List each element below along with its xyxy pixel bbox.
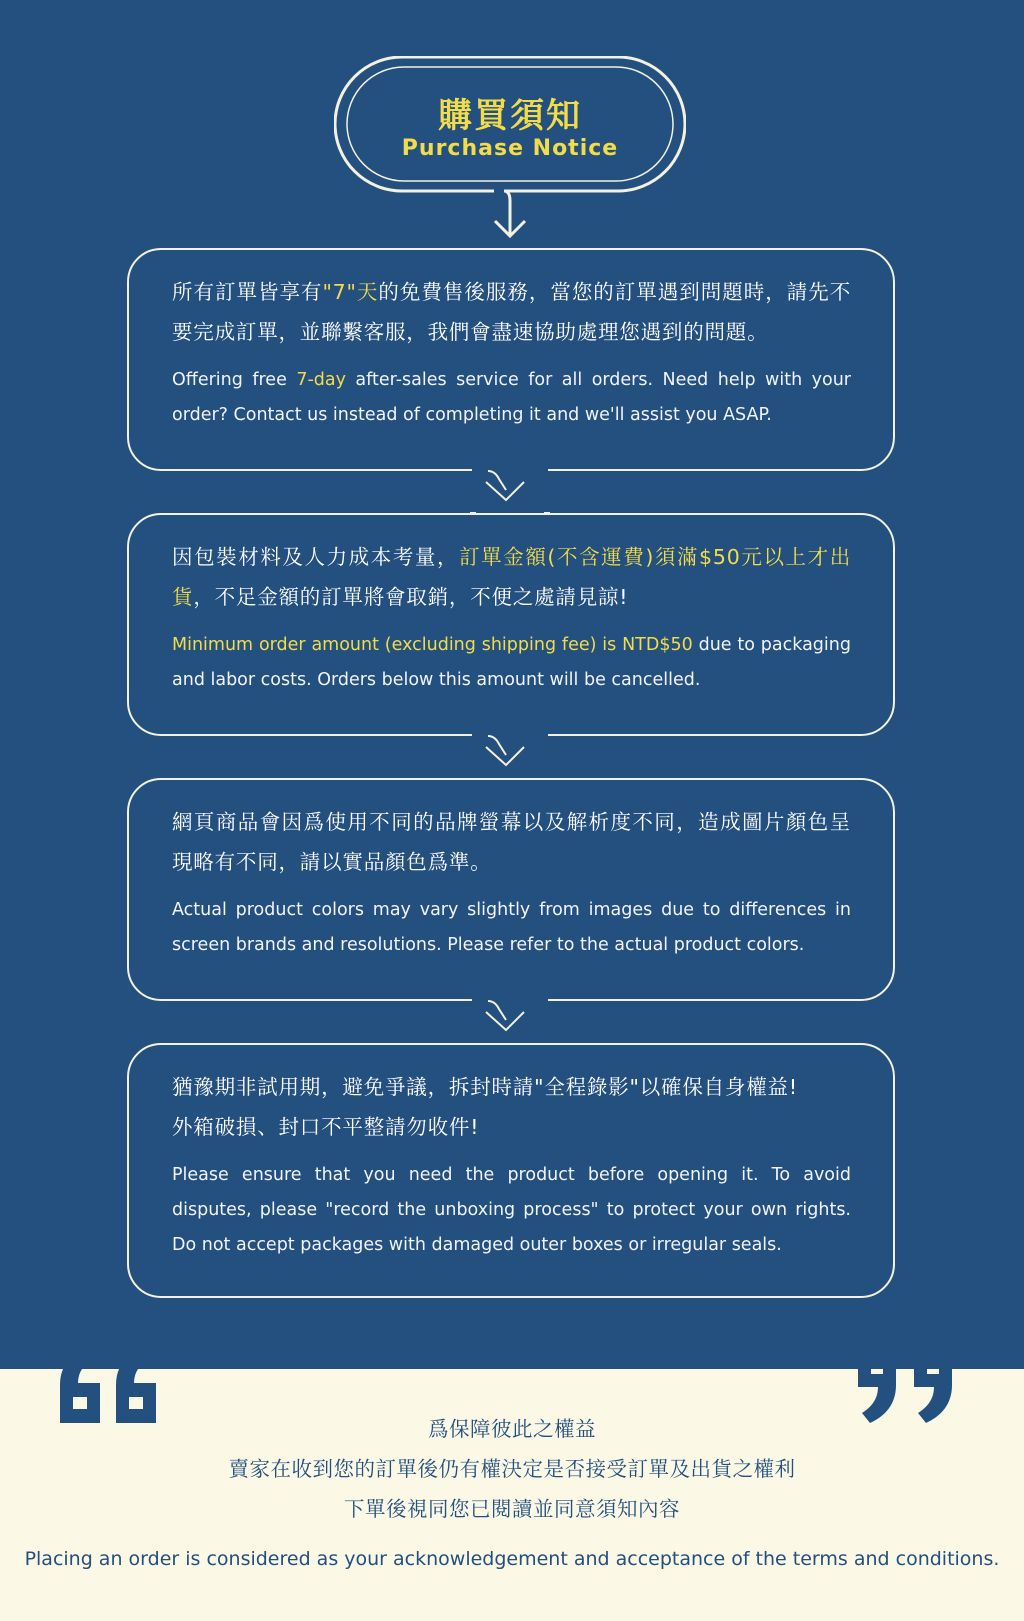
page-title: 購買須知: [438, 96, 582, 136]
page-subtitle: Purchase Notice: [401, 136, 619, 161]
open-quote-icon: [56, 1345, 166, 1423]
highlight-text: Minimum order amount (excluding shipping fee) is NTD$50: [172, 635, 693, 655]
highlight-text: 訂單金額(不含運費)須滿$50元以上才出貨: [172, 545, 851, 609]
highlight-text: 7-day: [296, 370, 346, 390]
notice-zh-text: 所有訂單皆享有"7"天的免費售後服務，當您的訂單遇到問題時，請先不要完成訂單，並聯繫客服，我們會盡速協助處理您遇到的問題。: [172, 280, 851, 344]
notice-card-minimum-order: [127, 513, 895, 736]
notice-en-text: Minimum order amount (excluding shipping fee) is NTD$50 due to packaging and labor costs. Orders below this amount will be cancelled.: [172, 635, 851, 690]
close-quote-icon: [852, 1345, 962, 1425]
notice-en-text: Actual product colors may vary slightly from images due to differences in screen brands and resolutions. Please refer to the actual product colors.: [172, 900, 851, 955]
notice-card-unboxing: [127, 1043, 895, 1298]
notice-en-text: Please ensure that you need the product before opening it. To avoid disputes, please "record the unboxing process" to protect your own rights. Do not accept packages with damaged outer boxes or irregular seals.: [172, 1165, 851, 1255]
footer-line: 爲保障彼此之權益: [428, 1417, 596, 1441]
notice-zh-text: 因包裝材料及人力成本考量，訂單金額(不含運費)須滿$50元以上才出貨，不足金額的訂單將會取銷，不便之處請見諒!: [172, 545, 851, 609]
footer-line: 下單後視同您已閱讀並同意須知內容: [344, 1497, 680, 1521]
notice-en-text: Offering free 7-day after-sales service for all orders. Need help with your order? Contact us instead of completing it and we'll assist you ASAP.: [172, 370, 851, 425]
notice-zh-text: 網頁商品會因爲使用不同的品牌螢幕以及解析度不同，造成圖片顏色呈現略有不同，請以實品顏色爲準。: [172, 810, 851, 874]
footer-english: Placing an order is considered as your acknowledgement and acceptance of the terms and conditions.: [24, 1548, 1000, 1570]
connector-arrow: [470, 468, 550, 516]
notice-card-service: [127, 248, 895, 471]
notice-zh-text: 猶豫期非試用期，避免爭議，拆封時請"全程錄影"以確保自身權益! 外箱破損、封口不平整請勿收件!: [172, 1075, 798, 1139]
header-badge: [334, 56, 686, 192]
connector-arrow: [470, 733, 550, 781]
notice-card-color-difference: [127, 778, 895, 1001]
connector-arrow: [470, 998, 550, 1046]
footer-line: 賣家在收到您的訂單後仍有權決定是否接受訂單及出貨之權利: [228, 1457, 796, 1481]
highlight-text: "7"天: [322, 280, 379, 304]
